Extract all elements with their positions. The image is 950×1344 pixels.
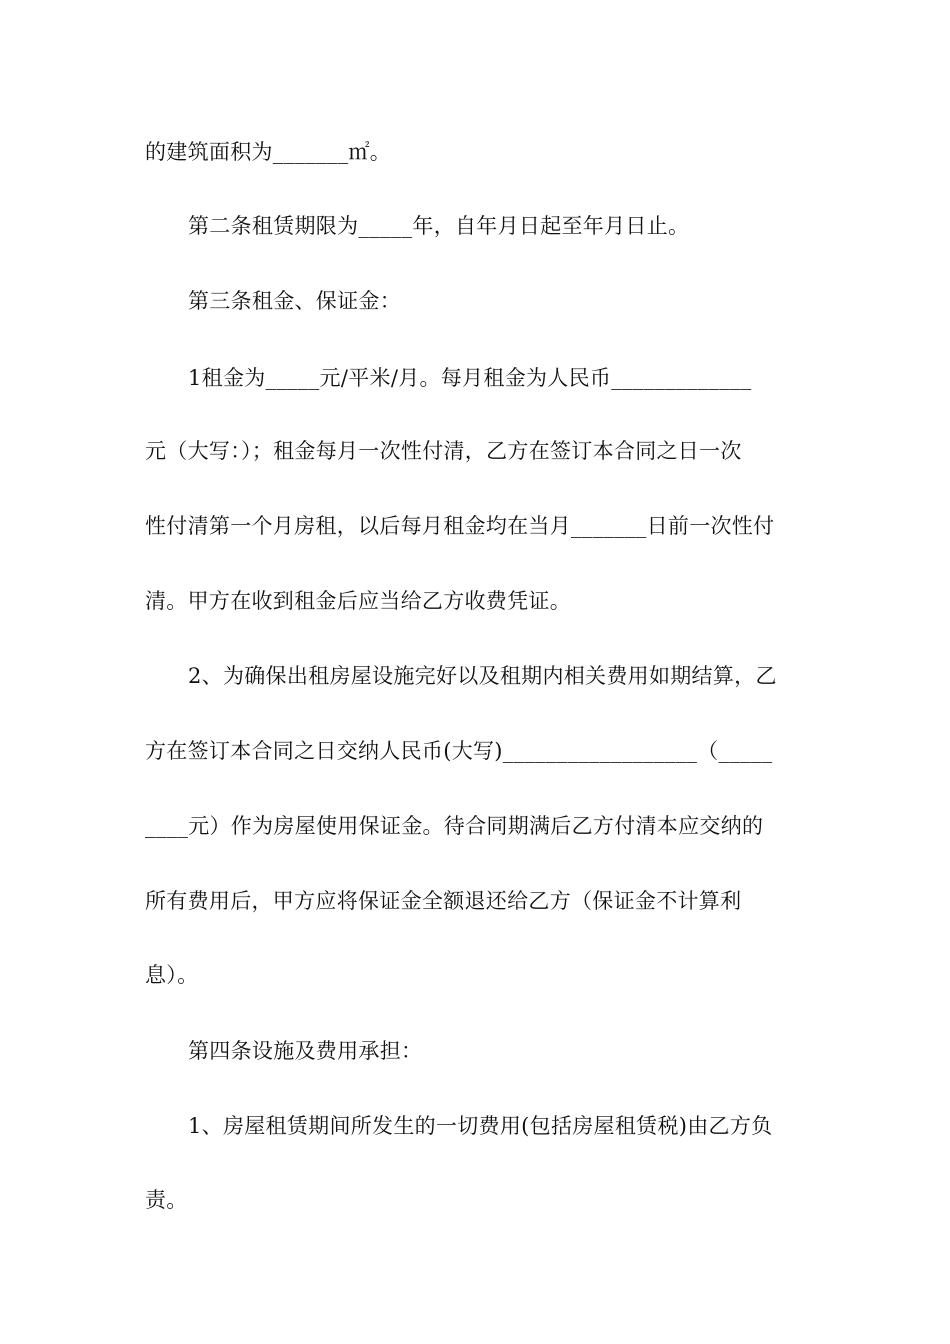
text-line: 清。甲方在收到租金后应当给乙方收费凭证。 (145, 589, 571, 613)
text-line: 责。 (145, 1188, 188, 1212)
text-line: 息）。 (145, 963, 199, 987)
article-4-item-1-line: 1、房屋租赁期间所发生的一切费用(包括房屋租赁税)由乙方负 (188, 1114, 773, 1138)
text-line: ____元）作为房屋使用保证金。待合同期满后乙方付清本应交纳的 (145, 814, 764, 838)
text-line: 的建筑面积为_______㎡。 (145, 140, 391, 164)
text-line: 元（大写：）；租金每月一次性付清，乙方在签订本合同之日一次 (145, 439, 742, 463)
article-3-item-1-line: 1租金为_____元/平米/月。每月租金为人民币_____________ (188, 366, 752, 390)
article-3-heading: 第三条租金、保证金： (188, 289, 401, 313)
article-4-heading: 第四条设施及费用承担： (188, 1039, 423, 1063)
text-line: 所有费用后，甲方应将保证金全额退还给乙方（保证金不计算利 (145, 889, 742, 913)
article-3-item-2-line: 2、为确保出租房屋设施完好以及租期内相关费用如期结算，乙 (188, 664, 777, 688)
text-line: 性付清第一个月房租，以后每月租金均在当月_______日前一次性付 (145, 514, 775, 538)
text-line: 方在签订本合同之日交纳人民币(大写)__________________（_____ (145, 739, 773, 763)
article-2-line: 第二条租赁期限为_____年，自年月日起至年月日止。 (188, 214, 690, 238)
